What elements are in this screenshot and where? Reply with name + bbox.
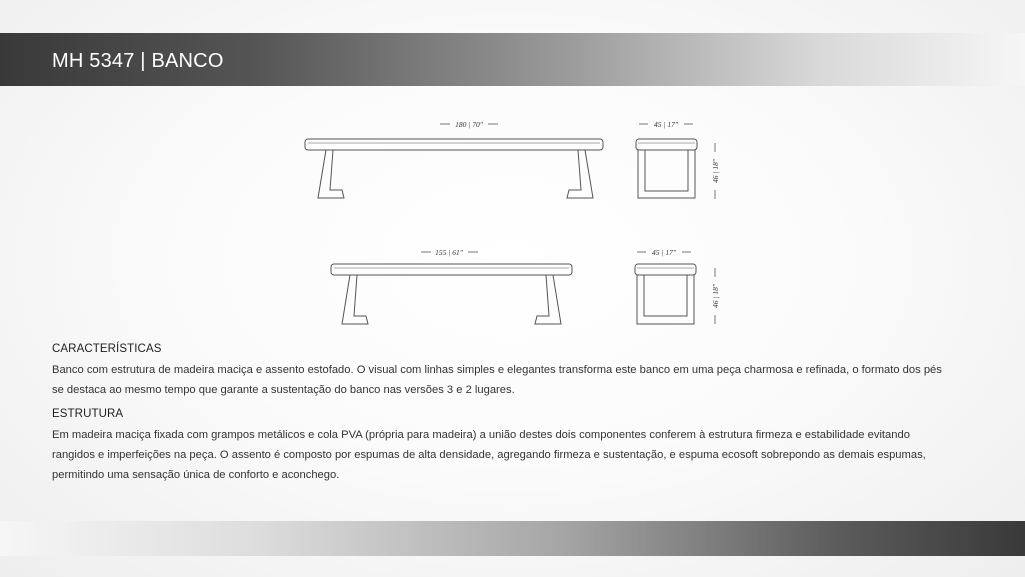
dimension-label-depth-2-seat: 45 | 17" <box>652 248 676 257</box>
description-content <box>52 341 952 491</box>
dimension-label-length-2-seat: 155 | 61" <box>435 248 463 257</box>
bench-2-seat-side-view <box>635 264 696 324</box>
dimension-label-depth-3-seat: 45 | 17" <box>654 120 678 129</box>
section-text-estrutura: Em madeira maciça fixada com grampos metálicos e cola PVA (própria para madeira) a união destes dois componentes conferem à estrutura firmeza e estabilidade evitando rangidos e imperfeições na peça. O assento é composto por espumas de alta densidade, agregando firmeza e sustentação, e espuma ecosoft sobrepondo as demais espumas, permitindo uma sensação única de conforto e aconchego. <box>52 429 926 481</box>
bench-2-seat-front-view <box>331 264 572 324</box>
section-title-caracteristicas: CARACTERÍSTICAS <box>52 343 162 355</box>
bench-3-seat-front-view <box>305 139 603 198</box>
dimension-label-height-3-seat: 46 | 18" <box>711 159 720 183</box>
dimension-label-height-2-seat: 46 | 18" <box>711 284 720 308</box>
bench-3-seat-side-view <box>636 139 697 198</box>
dimension-label-length-3-seat: 180 | 70" <box>455 120 483 129</box>
section-text-caracteristicas: Banco com estrutura de madeira maciça e assento estofado. O visual com linhas simples e elegantes transforma este banco em uma peça charmosa e refinada, o formato dos pés se destaca ao mesmo tempo que garante a sustentação do banco nas versões 3 e 2 lugares. <box>52 364 942 396</box>
footer-band <box>0 521 1025 556</box>
section-title-estrutura: ESTRUTURA <box>52 408 124 420</box>
page-title: MH 5347 | BANCO <box>52 50 224 72</box>
